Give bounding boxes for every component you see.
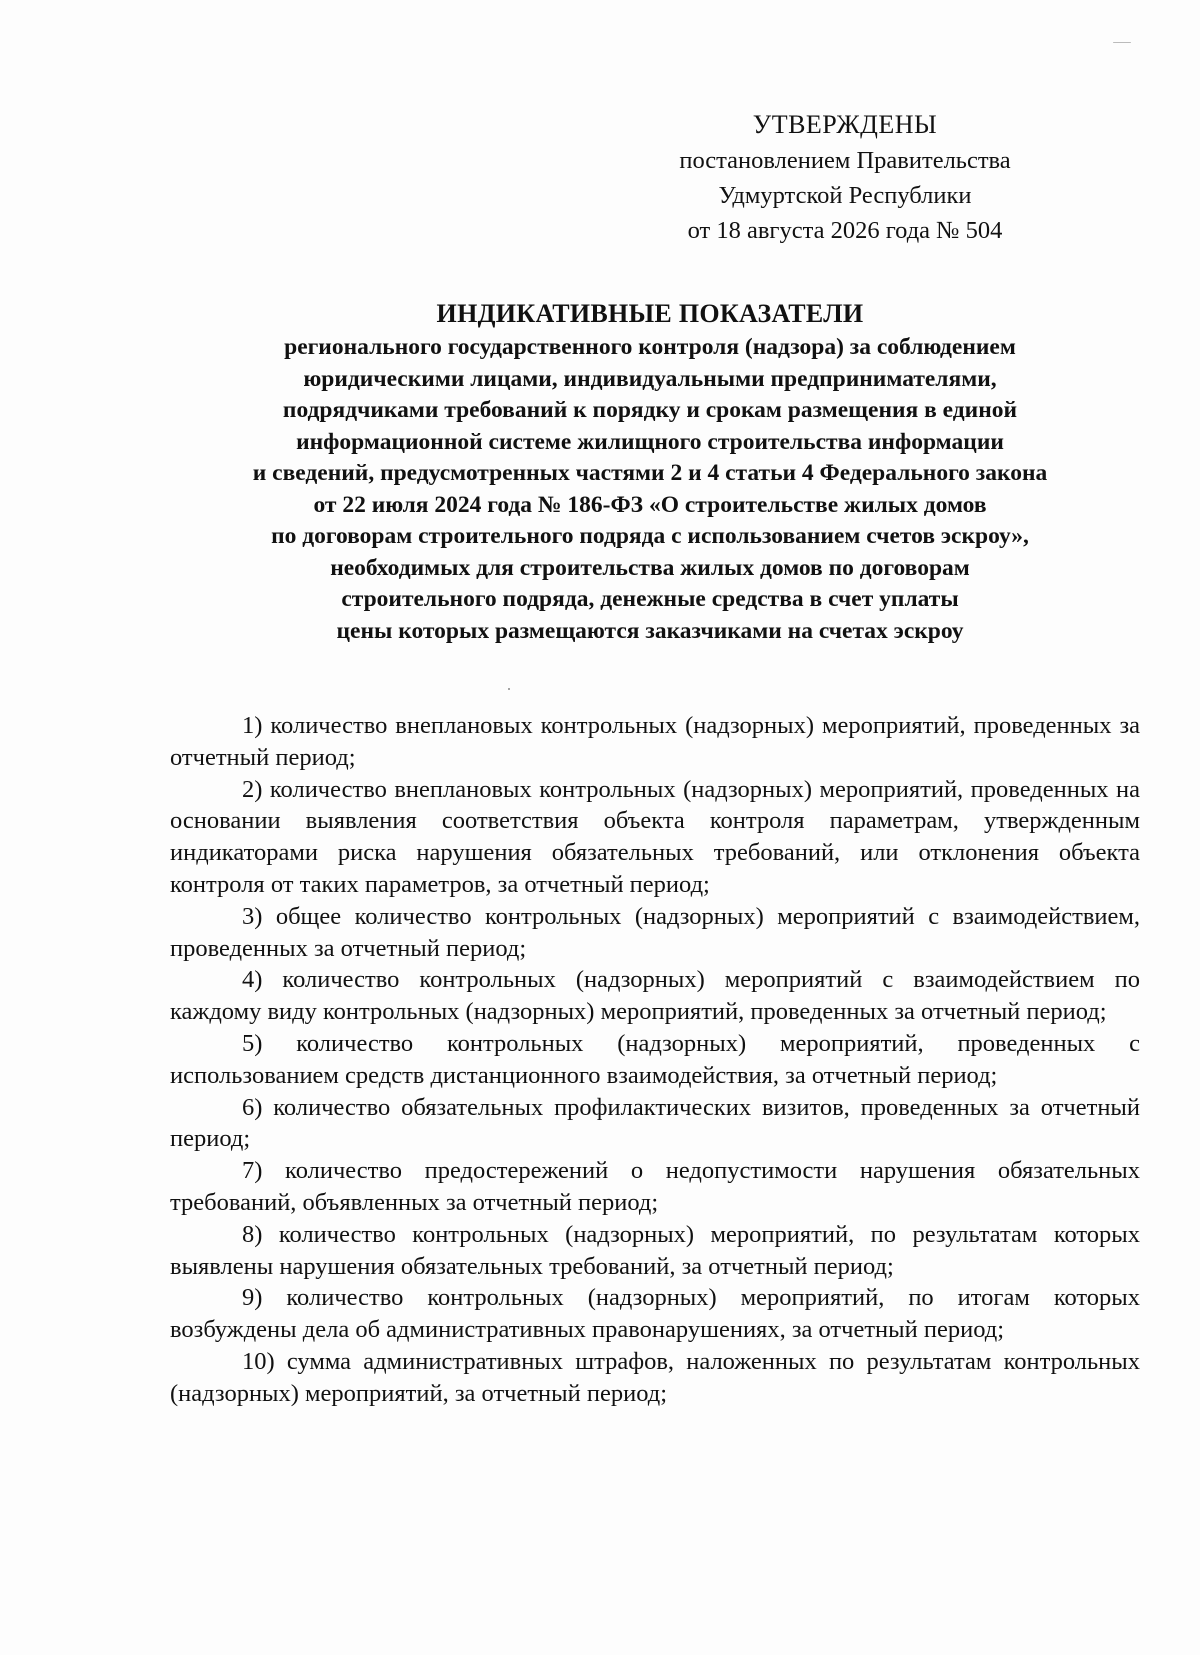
title-line: информационной системе жилищного строительства информации — [296, 428, 1004, 455]
list-item: 1) количество внеплановых контрольных (надзорных) мероприятий, проведенных за отчетный период; — [170, 712, 1140, 771]
approval-line: постановлением Правительства — [679, 147, 1011, 174]
list-item: 3) общее количество контрольных (надзорных) мероприятий с взаимодействием, проведенных за отчетный период; — [170, 902, 1140, 962]
list-item: 4) количество контрольных (надзорных) мероприятий с взаимодействием по каждому виду контрольных (надзорных) мероприятий, проведенных за отчетный период; — [170, 966, 1140, 1026]
scan-artifact — [1113, 42, 1131, 43]
indicators-list — [170, 710, 1140, 1410]
title-line: от 22 июля 2024 года № 186-ФЗ «О строительстве жилых домов — [313, 491, 987, 518]
approval-date: от 18 августа 2026 года № 504 — [687, 217, 1003, 244]
list-item: 5) количество контрольных (надзорных) мероприятий, проведенных с использованием средств дистанционного взаимодействия, за отчетный период; — [170, 1029, 1140, 1089]
title-line: цены которых размещаются заказчиками на счетах эскроу — [336, 617, 964, 644]
approval-line: Удмуртской Республики — [718, 182, 972, 209]
title-line: юридическими лицами, индивидуальными предпринимателями, — [303, 365, 997, 392]
title-line: строительного подряда, денежные средства в счет уплаты — [341, 586, 959, 612]
title-line: регионального государственного контроля (надзора) за соблюдением — [284, 334, 1016, 360]
title-line: подрядчиками требований к порядку и срокам размещения в единой — [282, 397, 1018, 423]
list-item: 7) количество предостережений о недопустимости нарушения обязательных требований, объявленных за отчетный период; — [170, 1157, 1140, 1216]
list-item: 8) количество контрольных (надзорных) мероприятий, по результатам которых выявлены нарушения обязательных требований, за отчетный период; — [170, 1220, 1140, 1280]
title-line: необходимых для строительства жилых домов по договорам — [330, 554, 970, 581]
approval-heading: УТВЕРЖДЕНЫ — [752, 110, 938, 139]
document-heading: ИНДИКАТИВНЫЕ ПОКАЗАТЕЛИ — [436, 299, 864, 328]
title-line: и сведений, предусмотренных частями 2 и 4 статьи 4 Федерального закона — [252, 460, 1048, 486]
list-item: 6) количество обязательных профилактических визитов, проведенных за отчетный период; — [170, 1093, 1140, 1153]
approval-stamp — [640, 107, 1050, 248]
list-item: 2) количество внеплановых контрольных (надзорных) мероприятий, проведенных на основании выявления соответствия объекта контроля параметрам, утвержденным индикаторами риска нарушения обязательных требований, или отклонения объекта контроля от таких параметров, за отчетный период; — [170, 775, 1140, 898]
title-line: по договорам строительного подряда с использованием счетов эскроу», — [271, 523, 1029, 549]
document-title — [160, 296, 1140, 647]
scan-artifact — [508, 688, 510, 690]
list-item: 9) количество контрольных (надзорных) мероприятий, по итогам которых возбуждены дела об административных правонарушениях, за отчетный период; — [170, 1284, 1140, 1344]
list-item: 10) сумма административных штрафов, наложенных по результатам контрольных (надзорных) мероприятий, за отчетный период; — [170, 1347, 1140, 1407]
